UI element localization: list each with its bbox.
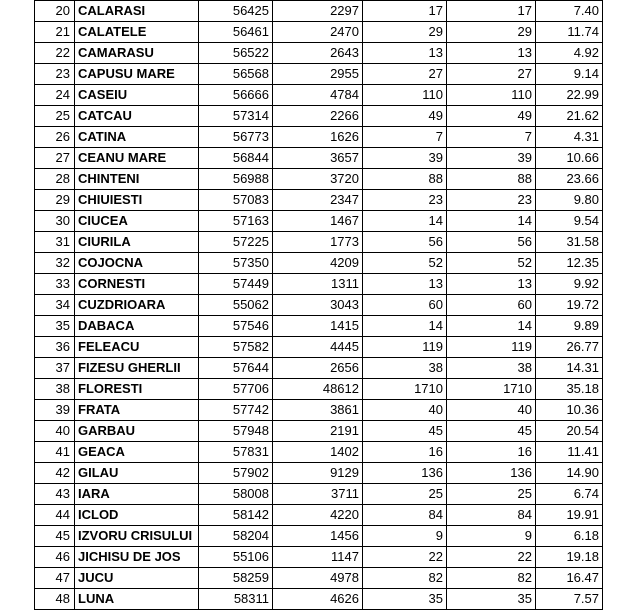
table-row [35,274,603,295]
count-a-cell[interactable]: 7 [363,127,447,148]
count-b-cell[interactable]: 49 [447,106,536,127]
row-number-cell[interactable]: 32 [35,253,75,274]
count-b-cell[interactable]: 35 [447,589,536,610]
siruta-code-cell[interactable]: 56844 [199,148,273,169]
locality-name-cell[interactable]: CORNESTI [75,274,199,295]
table-row [35,526,603,547]
locality-name-cell[interactable]: JUCU [75,568,199,589]
table-row [35,358,603,379]
table-row [35,337,603,358]
population-cell[interactable]: 4209 [273,253,363,274]
locality-name-cell[interactable]: CAPUSU MARE [75,64,199,85]
population-cell[interactable]: 1415 [273,316,363,337]
siruta-code-cell[interactable]: 57225 [199,232,273,253]
count-b-cell[interactable]: 16 [447,442,536,463]
rate-cell[interactable]: 16.47 [536,568,603,589]
count-b-cell[interactable]: 13 [447,274,536,295]
rate-cell[interactable]: 9.80 [536,190,603,211]
count-a-cell[interactable]: 9 [363,526,447,547]
rate-cell[interactable]: 31.58 [536,232,603,253]
table-row [35,43,603,64]
rate-cell[interactable]: 20.54 [536,421,603,442]
locality-name-cell[interactable]: GEACA [75,442,199,463]
row-number-cell[interactable]: 22 [35,43,75,64]
siruta-code-cell[interactable]: 56568 [199,64,273,85]
count-b-cell[interactable]: 60 [447,295,536,316]
locality-name-cell[interactable]: GILAU [75,463,199,484]
count-b-cell[interactable]: 52 [447,253,536,274]
count-b-cell[interactable]: 29 [447,22,536,43]
count-a-cell[interactable]: 1710 [363,379,447,400]
locality-name-cell[interactable]: CATCAU [75,106,199,127]
table-row [35,463,603,484]
siruta-code-cell[interactable]: 56425 [199,1,273,22]
count-a-cell[interactable]: 60 [363,295,447,316]
rate-cell[interactable]: 4.92 [536,43,603,64]
row-number-cell[interactable]: 33 [35,274,75,295]
table-row [35,127,603,148]
table-row [35,169,603,190]
rate-cell[interactable]: 19.72 [536,295,603,316]
locality-name-cell[interactable]: FELEACU [75,337,199,358]
locality-name-cell[interactable]: IARA [75,484,199,505]
siruta-code-cell[interactable]: 56522 [199,43,273,64]
row-number-cell[interactable]: 44 [35,505,75,526]
population-cell[interactable]: 4784 [273,85,363,106]
count-a-cell[interactable]: 82 [363,568,447,589]
population-cell[interactable]: 2643 [273,43,363,64]
population-cell[interactable]: 1773 [273,232,363,253]
table-row [35,547,603,568]
table-row [35,211,603,232]
rate-cell[interactable]: 9.14 [536,64,603,85]
locality-name-cell[interactable]: GARBAU [75,421,199,442]
population-cell[interactable]: 2656 [273,358,363,379]
row-number-cell[interactable]: 45 [35,526,75,547]
locality-name-cell[interactable]: CIURILA [75,232,199,253]
population-cell[interactable]: 2347 [273,190,363,211]
count-b-cell[interactable]: 38 [447,358,536,379]
row-number-cell[interactable]: 20 [35,1,75,22]
population-cell[interactable]: 1402 [273,442,363,463]
table-row [35,232,603,253]
count-b-cell[interactable]: 88 [447,169,536,190]
data-table [34,0,603,610]
rate-cell[interactable]: 21.62 [536,106,603,127]
locality-name-cell[interactable]: CALARASI [75,1,199,22]
count-b-cell[interactable]: 25 [447,484,536,505]
siruta-code-cell[interactable]: 56666 [199,85,273,106]
row-number-cell[interactable]: 24 [35,85,75,106]
table-row [35,400,603,421]
count-a-cell[interactable]: 40 [363,400,447,421]
row-number-cell[interactable]: 47 [35,568,75,589]
siruta-code-cell[interactable]: 57948 [199,421,273,442]
table-body [35,1,603,610]
count-b-cell[interactable]: 9 [447,526,536,547]
population-cell[interactable]: 4626 [273,589,363,610]
row-number-cell[interactable]: 31 [35,232,75,253]
locality-name-cell[interactable]: CATINA [75,127,199,148]
table-row [35,106,603,127]
count-b-cell[interactable]: 119 [447,337,536,358]
locality-name-cell[interactable]: JICHISU DE JOS [75,547,199,568]
rate-cell[interactable]: 14.31 [536,358,603,379]
count-a-cell[interactable]: 35 [363,589,447,610]
row-number-cell[interactable]: 25 [35,106,75,127]
population-cell[interactable]: 4978 [273,568,363,589]
count-b-cell[interactable]: 7 [447,127,536,148]
siruta-code-cell[interactable]: 58311 [199,589,273,610]
population-cell[interactable]: 4445 [273,337,363,358]
table-row [35,568,603,589]
count-a-cell[interactable]: 110 [363,85,447,106]
count-b-cell[interactable]: 136 [447,463,536,484]
table-row [35,421,603,442]
count-a-cell[interactable]: 39 [363,148,447,169]
population-cell[interactable]: 9129 [273,463,363,484]
locality-name-cell[interactable]: LUNA [75,589,199,610]
rate-cell[interactable]: 12.35 [536,253,603,274]
population-cell[interactable]: 48612 [273,379,363,400]
row-number-cell[interactable]: 27 [35,148,75,169]
count-b-cell[interactable]: 27 [447,64,536,85]
rate-cell[interactable]: 35.18 [536,379,603,400]
locality-name-cell[interactable]: CHINTENI [75,169,199,190]
locality-name-cell[interactable]: CIUCEA [75,211,199,232]
siruta-code-cell[interactable]: 57083 [199,190,273,211]
rate-cell[interactable]: 19.91 [536,505,603,526]
count-b-cell[interactable]: 14 [447,316,536,337]
locality-name-cell[interactable]: CHIUIESTI [75,190,199,211]
rate-cell[interactable]: 22.99 [536,85,603,106]
table-row [35,442,603,463]
count-a-cell[interactable]: 16 [363,442,447,463]
siruta-code-cell[interactable]: 57644 [199,358,273,379]
count-a-cell[interactable]: 14 [363,316,447,337]
population-cell[interactable]: 2297 [273,1,363,22]
count-a-cell[interactable]: 136 [363,463,447,484]
population-cell[interactable]: 2191 [273,421,363,442]
siruta-code-cell[interactable]: 58259 [199,568,273,589]
siruta-code-cell[interactable]: 57314 [199,106,273,127]
siruta-code-cell[interactable]: 58204 [199,526,273,547]
siruta-code-cell[interactable]: 57449 [199,274,273,295]
siruta-code-cell[interactable]: 56988 [199,169,273,190]
siruta-code-cell[interactable]: 56773 [199,127,273,148]
count-a-cell[interactable]: 38 [363,358,447,379]
count-b-cell[interactable]: 22 [447,547,536,568]
count-a-cell[interactable]: 56 [363,232,447,253]
count-a-cell[interactable]: 88 [363,169,447,190]
population-cell[interactable]: 2470 [273,22,363,43]
row-number-cell[interactable]: 26 [35,127,75,148]
count-b-cell[interactable]: 39 [447,148,536,169]
siruta-code-cell[interactable]: 57163 [199,211,273,232]
count-a-cell[interactable]: 29 [363,22,447,43]
population-cell[interactable]: 3711 [273,484,363,505]
population-cell[interactable]: 4220 [273,505,363,526]
row-number-cell[interactable]: 21 [35,22,75,43]
rate-cell[interactable]: 19.18 [536,547,603,568]
population-cell[interactable]: 1467 [273,211,363,232]
row-number-cell[interactable]: 36 [35,337,75,358]
count-b-cell[interactable]: 40 [447,400,536,421]
count-a-cell[interactable]: 23 [363,190,447,211]
count-a-cell[interactable]: 13 [363,274,447,295]
count-a-cell[interactable]: 49 [363,106,447,127]
siruta-code-cell[interactable]: 58008 [199,484,273,505]
count-b-cell[interactable]: 23 [447,190,536,211]
locality-name-cell[interactable]: COJOCNA [75,253,199,274]
row-number-cell[interactable]: 46 [35,547,75,568]
count-a-cell[interactable]: 84 [363,505,447,526]
population-cell[interactable]: 2955 [273,64,363,85]
count-a-cell[interactable]: 119 [363,337,447,358]
locality-name-cell[interactable]: ICLOD [75,505,199,526]
table-row [35,148,603,169]
count-b-cell[interactable]: 56 [447,232,536,253]
locality-name-cell[interactable]: CASEIU [75,85,199,106]
count-a-cell[interactable]: 17 [363,1,447,22]
count-b-cell[interactable]: 45 [447,421,536,442]
count-a-cell[interactable]: 22 [363,547,447,568]
table-row [35,253,603,274]
rate-cell[interactable]: 10.36 [536,400,603,421]
count-a-cell[interactable]: 25 [363,484,447,505]
count-b-cell[interactable]: 110 [447,85,536,106]
siruta-code-cell[interactable]: 57706 [199,379,273,400]
row-number-cell[interactable]: 30 [35,211,75,232]
siruta-code-cell[interactable]: 58142 [199,505,273,526]
locality-name-cell[interactable]: FRATA [75,400,199,421]
row-number-cell[interactable]: 42 [35,463,75,484]
count-a-cell[interactable]: 45 [363,421,447,442]
population-cell[interactable]: 1147 [273,547,363,568]
population-cell[interactable]: 3657 [273,148,363,169]
population-cell[interactable]: 2266 [273,106,363,127]
rate-cell[interactable]: 14.90 [536,463,603,484]
siruta-code-cell[interactable]: 55106 [199,547,273,568]
row-number-cell[interactable]: 48 [35,589,75,610]
row-number-cell[interactable]: 35 [35,316,75,337]
rate-cell[interactable]: 10.66 [536,148,603,169]
count-b-cell[interactable]: 1710 [447,379,536,400]
rate-cell[interactable]: 7.57 [536,589,603,610]
table-row [35,505,603,526]
row-number-cell[interactable]: 41 [35,442,75,463]
locality-name-cell[interactable]: IZVORU CRISULUI [75,526,199,547]
count-a-cell[interactable]: 52 [363,253,447,274]
siruta-code-cell[interactable]: 55062 [199,295,273,316]
table-row [35,190,603,211]
row-number-cell[interactable]: 28 [35,169,75,190]
count-b-cell[interactable]: 84 [447,505,536,526]
siruta-code-cell[interactable]: 57831 [199,442,273,463]
table-row [35,379,603,400]
table-row [35,295,603,316]
rate-cell[interactable]: 4.31 [536,127,603,148]
siruta-code-cell[interactable]: 57902 [199,463,273,484]
locality-name-cell[interactable]: FIZESU GHERLII [75,358,199,379]
population-cell[interactable]: 1456 [273,526,363,547]
locality-name-cell[interactable]: CEANU MARE [75,148,199,169]
row-number-cell[interactable]: 29 [35,190,75,211]
rate-cell[interactable]: 23.66 [536,169,603,190]
count-b-cell[interactable]: 82 [447,568,536,589]
table-row [35,589,603,610]
population-cell[interactable]: 3720 [273,169,363,190]
count-a-cell[interactable]: 13 [363,43,447,64]
row-number-cell[interactable]: 39 [35,400,75,421]
table-row [35,22,603,43]
row-number-cell[interactable]: 23 [35,64,75,85]
table-row [35,1,603,22]
table-row [35,64,603,85]
row-number-cell[interactable]: 43 [35,484,75,505]
siruta-code-cell[interactable]: 57582 [199,337,273,358]
locality-name-cell[interactable]: CALATELE [75,22,199,43]
locality-name-cell[interactable]: DABACA [75,316,199,337]
rate-cell[interactable]: 7.40 [536,1,603,22]
siruta-code-cell[interactable]: 57350 [199,253,273,274]
row-number-cell[interactable]: 34 [35,295,75,316]
rate-cell[interactable]: 9.89 [536,316,603,337]
count-a-cell[interactable]: 14 [363,211,447,232]
table-row [35,484,603,505]
row-number-cell[interactable]: 38 [35,379,75,400]
count-b-cell[interactable]: 13 [447,43,536,64]
rate-cell[interactable]: 26.77 [536,337,603,358]
population-cell[interactable]: 3861 [273,400,363,421]
table-row [35,85,603,106]
population-cell[interactable]: 1626 [273,127,363,148]
population-cell[interactable]: 1311 [273,274,363,295]
locality-name-cell[interactable]: CAMARASU [75,43,199,64]
locality-name-cell[interactable]: FLORESTI [75,379,199,400]
rate-cell[interactable]: 9.54 [536,211,603,232]
rate-cell[interactable]: 11.74 [536,22,603,43]
row-number-cell[interactable]: 37 [35,358,75,379]
population-cell[interactable]: 3043 [273,295,363,316]
siruta-code-cell[interactable]: 57546 [199,316,273,337]
siruta-code-cell[interactable]: 57742 [199,400,273,421]
rate-cell[interactable]: 9.92 [536,274,603,295]
count-a-cell[interactable]: 27 [363,64,447,85]
rate-cell[interactable]: 6.18 [536,526,603,547]
rate-cell[interactable]: 6.74 [536,484,603,505]
table-row [35,316,603,337]
row-number-cell[interactable]: 40 [35,421,75,442]
count-b-cell[interactable]: 14 [447,211,536,232]
locality-name-cell[interactable]: CUZDRIOARA [75,295,199,316]
siruta-code-cell[interactable]: 56461 [199,22,273,43]
rate-cell[interactable]: 11.41 [536,442,603,463]
count-b-cell[interactable]: 17 [447,1,536,22]
